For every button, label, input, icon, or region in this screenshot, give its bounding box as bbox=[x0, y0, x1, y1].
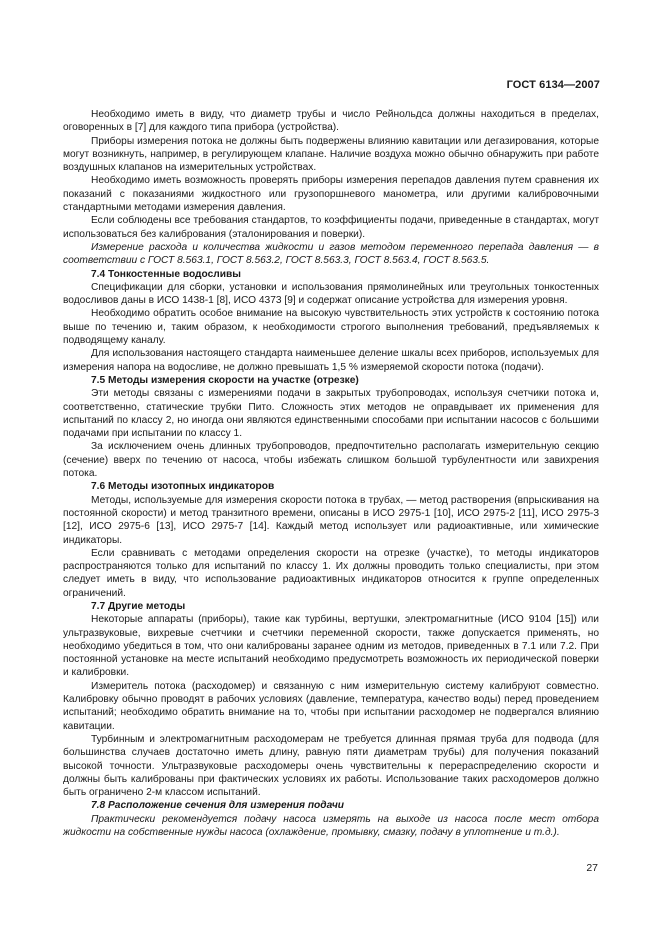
paragraph: Некоторые аппараты (приборы), такие как турбины, вертушки, электромагнитные (ИСО 9104 [15]) или ультразвуковые, вихревые счетчики и счетчики переменной скорости, также допускается применять, но необходимо убедиться в том, что они калиброваны заранее одним из методов, приведенных в 7.1 или 7.2. При постоянной установке на месте испытаний необходимо предусмотреть возможность их периодической поверки и калибровки. bbox=[63, 614, 599, 679]
paragraph: Спецификации для сборки, установки и использования прямолинейных или треугольных тонкостенных водосливов даны в ИСО 1438-1 [8], ИСО 4373 [9] и содержат описание устройства для измерения уровня. bbox=[63, 281, 599, 307]
section-heading-7-8: 7.8 Расположение сечения для измерения подачи bbox=[91, 800, 345, 812]
paragraph-italic: Измерение расхода и количества жидкости и газов методом переменного перепада давления — в соответствии с ГОСТ 8.563.1, ГОСТ 8.563.2, ГОСТ 8.563.3, ГОСТ 8.563.4, ГОСТ 8.563.5. bbox=[63, 241, 599, 267]
body-text bbox=[63, 108, 599, 839]
paragraph: Измеритель потока (расходомер) и связанную с ним измерительную систему калибруют совместно. Калибровку обычно проводят в рабочих условиях (давление, температура, качество воды) перед проведением испытаний; необходимо обратить внимание на то, чтобы при испытании расходомер не подвергался влиянию кавитации. bbox=[63, 680, 599, 732]
paragraph-italic: Практически рекомендуется подачу насоса измерять на выходе из насоса после мест отбора жидкости на собственные нужды насоса (охлаждение, промывку, смазку, подачу в уплотнение и т.д.). bbox=[63, 813, 599, 839]
section-heading-7-6: 7.6 Методы изотопных индикаторов bbox=[91, 481, 275, 493]
paragraph: Необходимо иметь возможность проверять приборы измерения перепадов давления путем сравнения их показаний с показаниями жидкостного или грузопоршневого манометра, или другими калибровочными стандартными методами измерения давления. bbox=[63, 175, 599, 214]
section-heading-7-4: 7.4 Тонкостенные водосливы bbox=[91, 268, 241, 280]
section-heading-7-7: 7.7 Другие методы bbox=[91, 600, 186, 612]
paragraph: За исключением очень длинных трубопроводов, предпочтительно располагать измерительную секцию (сечение) вверх по течению от насоса, чтобы избежать слишком большой турбулентности или завихрения потока. bbox=[63, 441, 599, 480]
section-heading-7-5: 7.5 Методы измерения скорости на участке (отрезке) bbox=[91, 374, 359, 386]
paragraph: Если соблюдены все требования стандартов, то коэффициенты подачи, приведенные в стандартах, могут использоваться без калибрования (эталонирования и поверки). bbox=[63, 215, 599, 240]
paragraph: Для использования настоящего стандарта наименьшее деление шкалы всех приборов, используемых для измерения напора на водосливе, не должно превышать 1,5 % измеряемой скорости потока (подачи). bbox=[63, 348, 599, 373]
paragraph: Методы, используемые для измерения скорости потока в трубах, — метод растворения (впрыскивания на постоянной скорости) и метод транзитного времени, описаны в ИСО 2975-1 [10], ИСО 2975-2 [11], ИСО 2975-3 [12], ИСО 2975-6 [13], ИСО 2975-7 [14]. Каждый метод использует или радиоактивные, или химические индикаторы. bbox=[63, 494, 599, 546]
paragraph: Необходимо обратить особое внимание на высокую чувствительность этих устройств к состоянию потока выше по течению и, таким образом, к необходимости строгого выполнения требований, предъявляемых к подводящему каналу. bbox=[63, 308, 599, 347]
standard-header: ГОСТ 6134—2007 bbox=[506, 79, 600, 91]
paragraph: Эти методы связаны с измерениями подачи в закрытых трубопроводах, используя счетчики потока и, соответственно, статические трубки Пито. Сложность этих методов не оправдывает их применения для испытаний по классу 2, но иногда они являются единственными способами при испытании насосов с большими подачами при испытании по классу 1. bbox=[63, 388, 599, 440]
paragraph: Если сравнивать с методами определения скорости на отрезке (участке), то методы индикаторов распространяются только для испытаний по классу 1. Их должны проводить только специалисты, при этом следует иметь в виду, что использование радиоактивных индикаторов относится к группе определенных ограничений. bbox=[63, 547, 599, 599]
page-number: 27 bbox=[586, 862, 598, 874]
paragraph: Турбинным и электромагнитным расходомерам не требуется длинная прямая труба для подвода (для большинства случаев достаточно иметь длину, равную пяти диаметрам трубы) для получения показаний высокой точности. Ультразвуковые расходомеры очень чувствительны к перераспределению скорости и должны быть калиброваны при фактических условиях их работы. Использование таких расходомеров должно быть ограничено 2-м классом испытаний. bbox=[63, 733, 599, 799]
paragraph: Необходимо иметь в виду, что диаметр трубы и число Рейнольдса должны находиться в пределах, оговоренных в [7] для каждого типа прибора (устройства). bbox=[63, 109, 599, 134]
paragraph: Приборы измерения потока не должны быть подвержены влиянию кавитации или дегазирования, которые могут возникнуть, например, в регулирующем клапане. Наличие воздуха можно обычно обнаружить при работе воздушных клапанов на измерительных устройствах. bbox=[63, 135, 599, 174]
